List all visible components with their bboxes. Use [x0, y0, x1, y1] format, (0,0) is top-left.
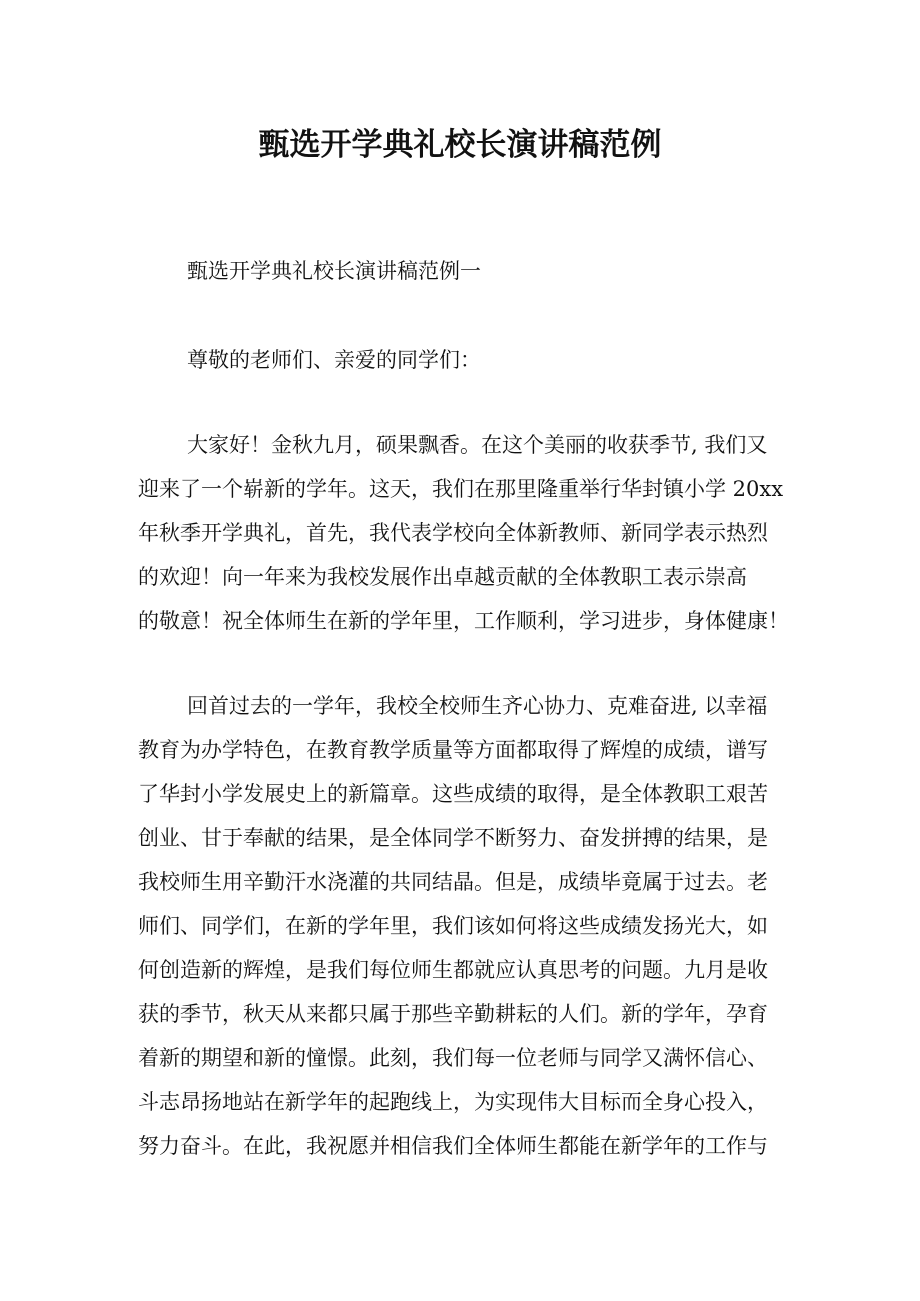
- paragraph-1-line-5: 的敬意！祝全体师生在新的学年里，工作顺利，学习进步，身体健康！: [138, 609, 789, 633]
- paragraph-1-line-4: 的欢迎！向一年来为我校发展作出卓越贡献的全体教职工表示崇高: [138, 565, 747, 589]
- paragraph-2-line-1: 回首过去的一学年，我校全校师生齐心协力、克难奋进, 以幸福: [187, 694, 768, 718]
- document-title: 甄选开学典礼校长演讲稿范例: [258, 127, 662, 163]
- paragraph-2-line-2: 教育为办学特色，在教育教学质量等方面都取得了辉煌的成绩，谱写: [138, 738, 768, 762]
- paragraph-1-line-3: 年秋季开学典礼，首先，我代表学校向全体新教师、新同学表示热烈: [138, 521, 768, 545]
- paragraph-1-line-2: 迎来了一个崭新的学年。这天，我们在那里隆重举行华封镇小学 20xx: [138, 477, 784, 501]
- paragraph-2-line-10: 斗志昂扬地站在新学年的起跑线上，为实现伟大目标而全身心投入，: [138, 1090, 768, 1114]
- salutation: 尊敬的老师们、亲爱的同学们：: [187, 348, 481, 372]
- section-heading: 甄选开学典礼校长演讲稿范例一: [187, 259, 481, 283]
- paragraph-2-line-8: 获的季节，秋天从来都只属于那些辛勤耕耘的人们。新的学年，孕育: [138, 1002, 768, 1026]
- paragraph-1-line-1: 大家好！金秋九月，硕果飘香。在这个美丽的收获季节, 我们又: [187, 433, 768, 457]
- paragraph-2-line-11: 努力奋斗。在此，我祝愿并相信我们全体师生都能在新学年的工作与: [138, 1134, 768, 1158]
- paragraph-2-line-7: 何创造新的辉煌，是我们每位师生都就应认真思考的问题。九月是收: [138, 958, 768, 982]
- paragraph-2-line-9: 着新的期望和新的憧憬。此刻，我们每一位老师与同学又满怀信心、: [138, 1046, 768, 1070]
- paragraph-2-line-6: 师们、同学们，在新的学年里，我们该如何将这些成绩发扬光大，如: [138, 914, 768, 938]
- paragraph-2-line-4: 创业、甘于奉献的结果，是全体同学不断努力、奋发拼搏的结果，是: [138, 826, 768, 850]
- paragraph-2-line-3: 了华封小学发展史上的新篇章。这些成绩的取得，是全体教职工艰苦: [138, 782, 768, 806]
- paragraph-2-line-5: 我校师生用辛勤汗水浇灌的共同结晶。但是，成绩毕竟属于过去。老: [138, 870, 768, 894]
